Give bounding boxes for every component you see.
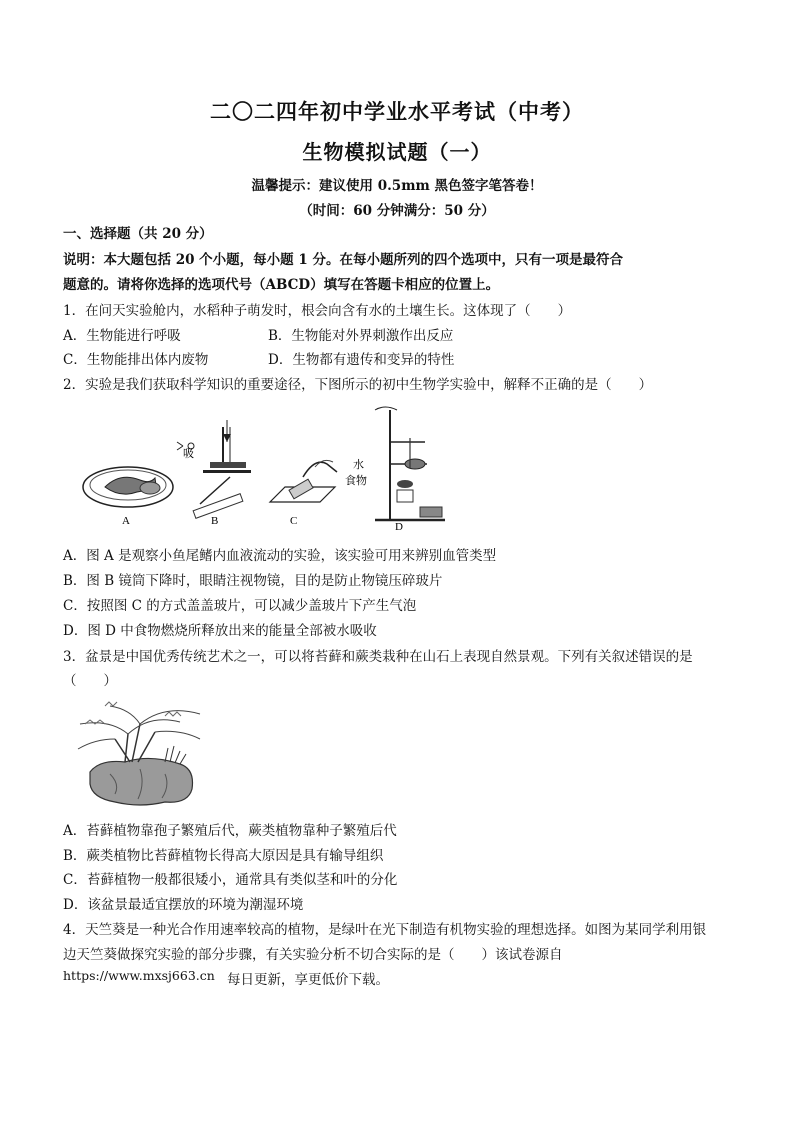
source-note: 每日更新，享更低价下载。 [227, 972, 389, 988]
q2-figure-label-b: B [211, 515, 219, 527]
q4-stem-line-1: 4．天竺葵是一种光合作用速率较高的植物，是绿叶在光下制造有机物实验的理想选择。如图为某同学利用银 [63, 922, 707, 938]
q1-option-a: A．生物能进行呼吸 [63, 328, 181, 344]
q2-figure-label-shui: 水 [353, 459, 364, 471]
instructions-line-1: 说明：本大题包括 20 个小题，每小题 1 分。在每小题所列的四个选项中，只有一项是最符合 [63, 252, 623, 268]
section-heading: 一、选择题（共 20 分） [63, 226, 213, 242]
q2-figure-label-xi: 吸 [183, 448, 194, 460]
q2-option-d: D．图 D 中食物燃烧所释放出来的能量全部被水吸收 [63, 623, 377, 639]
q3-option-d: D．该盆景最适宜摆放的环境为潮湿环境 [63, 897, 304, 913]
q1-option-b: B．生物能对外界刺激作出反应 [268, 328, 454, 344]
microscope-stage-image [177, 420, 251, 518]
q3-option-c: C．苔藓植物一般都很矮小，通常具有类似茎和叶的分化 [63, 872, 398, 888]
q3-option-a: A．苔藓植物靠孢子繁殖后代，蕨类植物靠种子繁殖后代 [63, 823, 397, 839]
q4-stem-line-2: 边天竺葵做探究实验的部分步骤，有关实验分析不切合实际的是（ ）该试卷源自 [63, 947, 563, 963]
q2-figure-label-c: C [290, 515, 298, 527]
bonsai-rock-image [70, 694, 210, 810]
q2-figure-label-shiwu: 食物 [345, 475, 367, 487]
coverslip-image [270, 460, 337, 502]
q3-stem: 3．盆景是中国优秀传统艺术之一，可以将苔藓和蕨类栽种在山石上表现自然景观。下列有关叙述错误的是 [63, 649, 693, 665]
time-score-info: （时间：60 分钟满分：50 分） [299, 203, 495, 219]
q1-option-c: C．生物能排出体内废物 [63, 352, 209, 368]
q2-option-b: B．图 B 镜筒下降时，眼睛注视物镜，目的是防止物镜压碎玻片 [63, 573, 443, 589]
q2-figure-label-a: A [122, 515, 130, 527]
q2-option-c: C．按照图 C 的方式盖盖玻片，可以减少盖玻片下产生气泡 [63, 598, 417, 614]
q2-figure-label-d: D [395, 521, 403, 533]
exam-subtitle: 生物模拟试题（一） [302, 140, 492, 164]
q3-stem-cont: （ ） [63, 673, 117, 689]
exam-title: 二〇二四年初中学业水平考试（中考） [210, 99, 584, 124]
q2-stem: 2．实验是我们获取科学知识的重要途径，下图所示的初中生物学实验中，解释不正确的是（ ） [63, 377, 653, 393]
q2-option-a: A．图 A 是观察小鱼尾鳍内血液流动的实验，该实验可用来辨别血管类型 [63, 548, 497, 564]
q3-option-b: B．蕨类植物比苔藓植物长得高大原因是具有输导组织 [63, 848, 384, 864]
q1-option-d: D．生物都有遗传和变异的特性 [268, 352, 455, 368]
petri-dish-fish-image [83, 467, 173, 507]
q1-stem: 1．在问天实验舱内，水稻种子萌发时，根会向含有水的土壤生长。这体现了（ ） [63, 303, 572, 319]
q2-experiment-figure [75, 402, 460, 537]
source-url-link[interactable]: https://www.mxsj663.cn [63, 968, 215, 983]
burning-stand-image [375, 407, 445, 520]
instructions-line-2: 题意的。请将你选择的选项代号（ABCD）填写在答题卡相应的位置上。 [63, 277, 500, 293]
pen-tip: 温馨提示：建议使用 0.5mm 黑色签字笔答卷！ [251, 178, 543, 194]
